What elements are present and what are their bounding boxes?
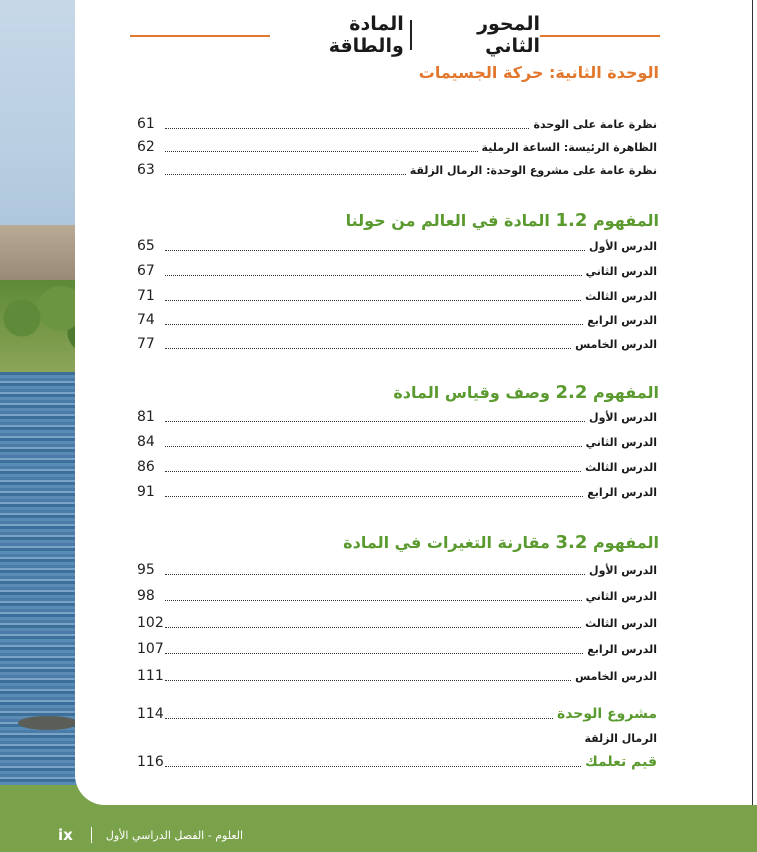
concept-title: المادة في العالم من حولنا [345, 211, 550, 230]
project-page: 114 [137, 706, 164, 722]
leader-dots [165, 591, 582, 601]
toc-row[interactable] [137, 114, 657, 134]
concept-heading[interactable] [393, 382, 659, 403]
footer-divider [91, 827, 92, 843]
page-edge-rule [752, 0, 753, 805]
leader-dots [165, 291, 581, 301]
toc-row[interactable] [137, 137, 657, 157]
lesson-row[interactable] [137, 236, 657, 256]
toc-page: 62 [137, 139, 155, 155]
footer [58, 826, 243, 844]
lesson-label: الدرس الثاني [585, 264, 657, 278]
photo-rock [18, 716, 78, 730]
lesson-page: 74 [137, 312, 155, 328]
lesson-label: الدرس الأول [589, 563, 657, 577]
leader-dots [165, 462, 581, 472]
lesson-label: الدرس الرابع [587, 313, 657, 327]
project-subtitle: الرمال الزلقة [584, 732, 657, 745]
lesson-row[interactable] [137, 639, 657, 659]
lesson-page: 67 [137, 263, 155, 279]
leader-dots [165, 119, 529, 129]
values-label: قيم تعلمك [584, 754, 657, 770]
lesson-page: 71 [137, 288, 155, 304]
lesson-label: الدرس الرابع [587, 485, 657, 499]
leader-dots [165, 315, 583, 325]
lesson-label: الدرس الرابع [587, 642, 657, 656]
concept-number: 2.2 [555, 382, 588, 403]
part-subject-text: المادة والطاقة [328, 13, 404, 57]
lesson-row[interactable] [137, 666, 657, 686]
concept-prefix: المفهوم [592, 383, 659, 402]
header-rule-left [130, 35, 270, 37]
toc-label: الظاهرة الرئيسة: الساعة الرملية [481, 140, 657, 154]
lesson-row[interactable] [137, 482, 657, 502]
toc-row[interactable] [137, 160, 657, 180]
page-number: ix [58, 826, 73, 844]
concept-title: وصف وقياس المادة [393, 383, 550, 402]
lesson-row[interactable] [137, 586, 657, 606]
toc-label: نظرة عامة على مشروع الوحدة: الرمال الزلقة [409, 163, 657, 177]
lesson-page: 111 [137, 668, 164, 684]
leader-dots [165, 709, 553, 719]
leader-dots [165, 339, 571, 349]
lesson-row[interactable] [137, 407, 657, 427]
lesson-row[interactable] [137, 432, 657, 452]
project-label: مشروع الوحدة [556, 706, 657, 722]
concept-prefix: المفهوم [592, 533, 659, 552]
lesson-page: 77 [137, 336, 155, 352]
concept-number: 1.2 [555, 210, 588, 231]
lesson-page: 81 [137, 409, 155, 425]
leader-dots [165, 644, 583, 654]
lesson-row[interactable] [137, 261, 657, 281]
lesson-page: 91 [137, 484, 155, 500]
leader-dots [165, 757, 581, 767]
leader-dots [165, 412, 585, 422]
lesson-label: الدرس الأول [589, 239, 657, 253]
lesson-page: 98 [137, 588, 155, 604]
lesson-label: الدرس الأول [589, 410, 657, 424]
lesson-page: 107 [137, 641, 164, 657]
leader-dots [165, 487, 583, 497]
leader-dots [165, 671, 571, 681]
leader-dots [165, 437, 582, 447]
lesson-page: 95 [137, 562, 155, 578]
part-header [130, 13, 660, 57]
project-row[interactable] [137, 704, 657, 724]
concept-heading[interactable] [346, 210, 659, 231]
footer-title: العلوم - الفصل الدراسي الأول [105, 828, 244, 842]
lesson-page: 84 [137, 434, 155, 450]
concept-number: 3.2 [555, 532, 588, 553]
lesson-row[interactable] [137, 560, 657, 580]
lesson-page: 65 [137, 238, 155, 254]
concept-title: مقارنة التغيرات في المادة [343, 533, 550, 552]
part-title [270, 13, 540, 57]
lesson-label: الدرس الثاني [585, 589, 657, 603]
header-divider [410, 20, 412, 50]
lesson-row[interactable] [137, 310, 657, 330]
leader-dots [165, 241, 585, 251]
lesson-label: الدرس الثالث [585, 616, 657, 630]
toc-page: 63 [137, 162, 155, 178]
unit-title: الوحدة الثانية: حركة الجسيمات [418, 63, 659, 82]
values-page: 116 [137, 754, 164, 770]
leader-dots [165, 165, 406, 175]
lesson-row[interactable] [137, 613, 657, 633]
part-title-text: المحور الثاني [477, 13, 540, 57]
values-row[interactable] [137, 752, 657, 772]
lesson-row[interactable] [137, 457, 657, 477]
concept-prefix: المفهوم [592, 211, 659, 230]
lesson-label: الدرس الخامس [575, 669, 657, 683]
header-rule-right [540, 35, 660, 37]
toc-label: نظرة عامة على الوحدة [533, 117, 657, 131]
lesson-label: الدرس الثالث [585, 460, 657, 474]
lesson-label: الدرس الخامس [575, 337, 657, 351]
lesson-row[interactable] [137, 286, 657, 306]
leader-dots [165, 565, 585, 575]
lesson-label: الدرس الثاني [585, 435, 657, 449]
lesson-page: 86 [137, 459, 155, 475]
concept-heading[interactable] [343, 532, 659, 553]
lesson-label: الدرس الثالث [585, 289, 657, 303]
lesson-row[interactable] [137, 334, 657, 354]
leader-dots [165, 266, 582, 276]
toc-page: 61 [137, 116, 155, 132]
lesson-page: 102 [137, 615, 164, 631]
leader-dots [165, 142, 478, 152]
leader-dots [165, 618, 581, 628]
